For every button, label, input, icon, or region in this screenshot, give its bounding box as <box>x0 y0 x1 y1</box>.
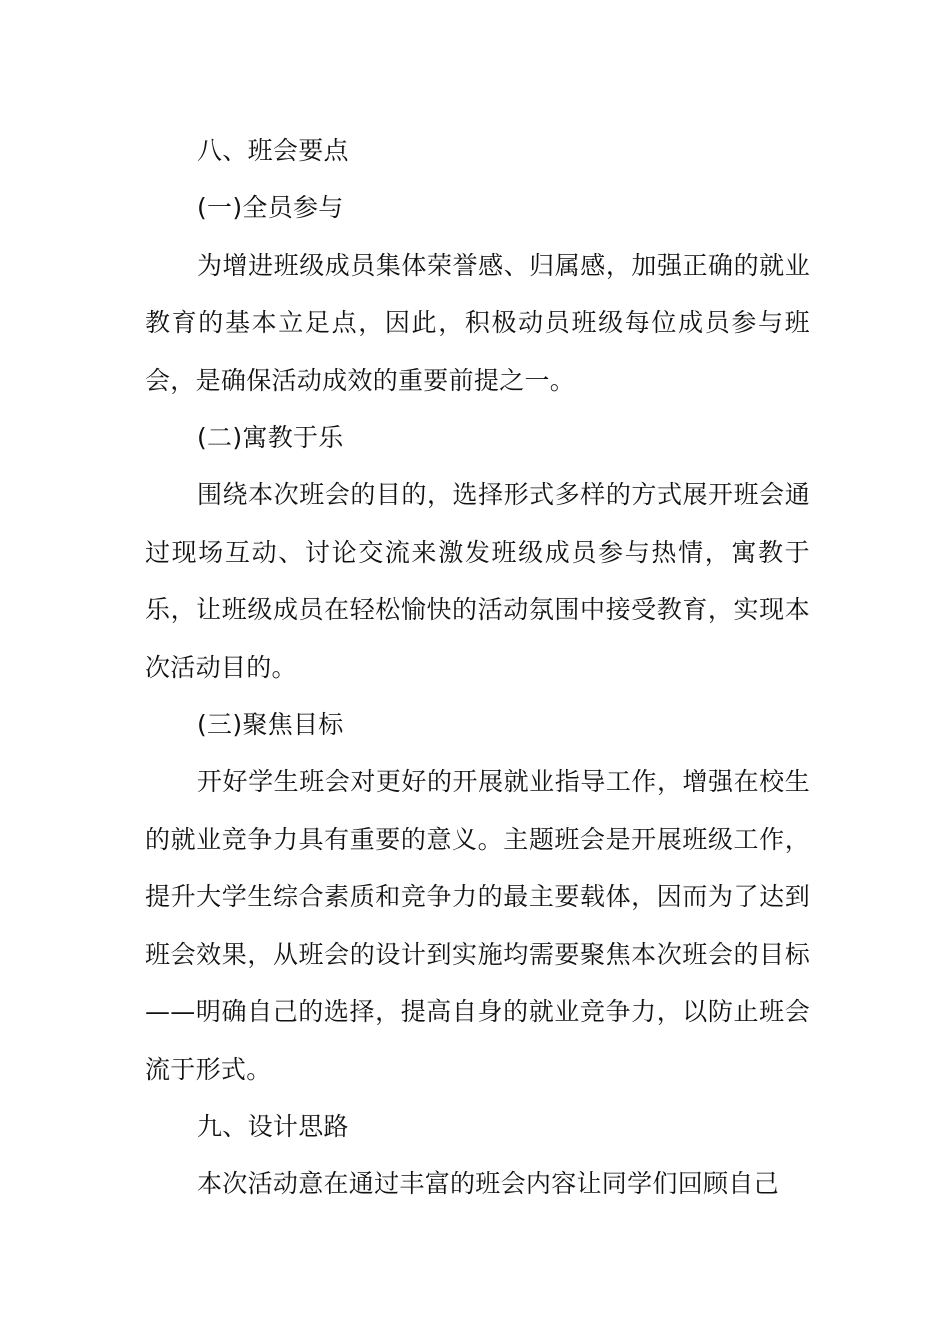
paragraph-1: 为增进班级成员集体荣誉感、归属感，加强正确的就业教育的基本立足点，因此，积极动员班级每位成员参与班会，是确保活动成效的重要前提之一。 <box>145 250 810 395</box>
paragraph-4: 本次活动意在通过丰富的班会内容让同学们回顾自己 <box>197 1169 779 1199</box>
paragraph-3: 开好学生班会对更好的开展就业指导工作，增强在校生的就业竞争力具有重要的意义。主题班会是开展班级工作，提升大学生综合素质和竞争力的最主要载体，因而为了达到班会效果，从班会的设计到实施均需要聚焦本次班会的目标——明确自己的选择，提高自身的就业竞争力，以防止班会流于形式。 <box>145 767 810 1084</box>
subheading-2: (二)寓教于乐 <box>197 423 344 453</box>
section-heading-9: 九、设计思路 <box>197 1111 349 1141</box>
document-body <box>145 122 810 1213</box>
section-heading-8: 八、班会要点 <box>197 136 349 165</box>
subheading-1: (一)全员参与 <box>197 193 344 223</box>
paragraph-2: 围绕本次班会的目的，选择形式多样的方式展开班会通过现场互动、讨论交流来激发班级成员参与热情，寓教于乐，让班级成员在轻松愉快的活动氛围中接受教育，实现本次活动目的。 <box>145 480 810 682</box>
subheading-3: (三)聚焦目标 <box>197 710 344 740</box>
